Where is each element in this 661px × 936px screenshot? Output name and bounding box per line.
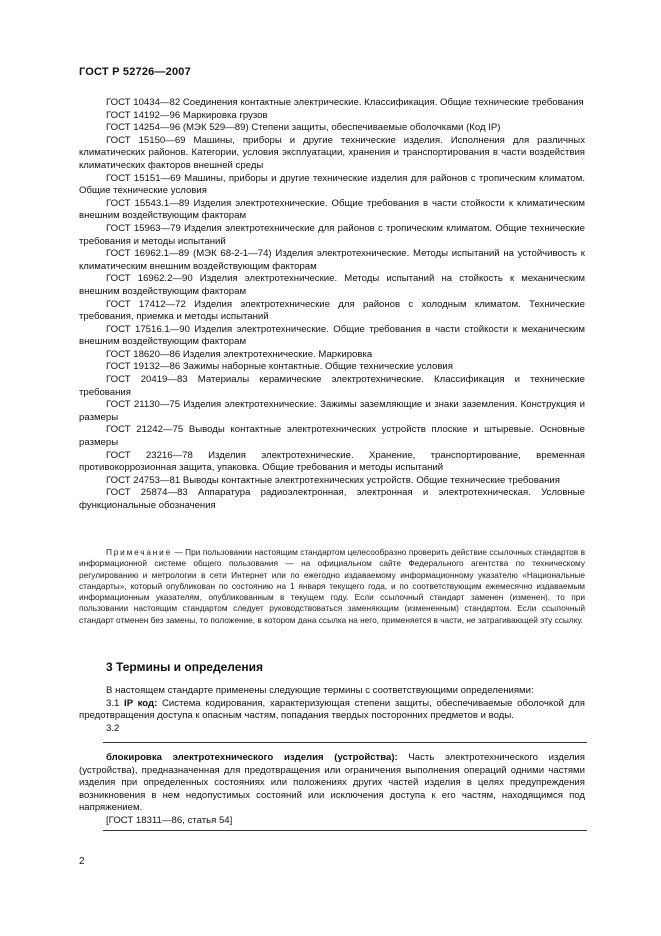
term-source: [ГОСТ 18311—86, статья 54]: [106, 814, 233, 826]
reference-item: ГОСТ 23216—78 Изделия электротехнические. Хранение, транспортирование, временная противокоррозионная защита, упаковка. Общие требования и методы испытаний: [79, 449, 585, 474]
terms-section: [79, 685, 585, 735]
term-name: IP код:: [124, 697, 158, 709]
page-number: 2: [79, 856, 85, 867]
reference-item: ГОСТ 15150—69 Машины, приборы и другие технические изделия. Исполнения для различных климатических районов. Категории, условия эксплуатации, хранения и транспортирования в части воздействия климатических факторов внешней среды: [79, 134, 585, 171]
reference-item: ГОСТ 20419—83 Материалы керамические электротехнические. Классификация и технические требования: [79, 374, 585, 398]
reference-item: ГОСТ 17412—72 Изделия электротехнические для районов с холодным климатом. Технические требования, приемка и методы испытаний: [79, 298, 585, 323]
reference-item: ГОСТ 24753—81 Выводы контактные электротехнических устройств. Общие технические требования: [106, 474, 560, 486]
note-text: — При пользовании настоящим стандартом целесообразно проверить действие ссылочных стандартов в информационной системе общего пользования — на официальном сайте Федерального агентства по техническому регулированию и метрологии в сети Интернет или по ежегодно издаваемому информационному указателю «Национальные стандарты», который опубликован по состоянию на 1 января текущего года, и по соответствующим ежемесячно издаваемым информационным указателям, опубликованным в текущем году. Если ссылочный стандарт заменен (изменен), то при пользовании настоящим стандартом следует руководствоваться заменяющим (измененным) стандартом. Если ссылочный стандарт отменен без замены, то положение, в котором дана ссылка на него, применяется в части, не затрагивающей эту ссылку.: [79, 547, 585, 625]
term-3-2-definition: [79, 752, 585, 815]
reference-item: ГОСТ 18620—86 Изделия электротехнические. Маркировка: [106, 348, 373, 360]
reference-item: ГОСТ 19132—86 Зажимы наборные контактные. Общие технические условия: [106, 361, 453, 373]
reference-item: ГОСТ 15151—69 Машины, приборы и другие технические изделия для районов с тропическим климатом. Общие технические условия: [79, 172, 585, 197]
normative-references-list: [79, 97, 585, 513]
reference-item: ГОСТ 16962.2—90 Изделия электротехнические. Методы испытаний на стойкость к механическим внешним воздействующим факторам: [79, 273, 585, 297]
reference-item: ГОСТ 15543.1—89 Изделия электротехнические. Общие требования в части стойкости к климатическим внешним воздействующим факторам: [79, 197, 585, 222]
note-block: [79, 547, 585, 626]
reference-item: ГОСТ 17516.1—90 Изделия электротехнические. Общие требования в части стойкости к механическим внешним воздействующим факторам: [79, 323, 585, 348]
terms-intro: В настоящем стандарте применены следующие термины с соответствующими определениями:: [106, 685, 534, 696]
term-3-2: [79, 752, 585, 828]
reference-item: ГОСТ 21242—75 Выводы контактные электротехнических устройств плоские и штыревые. Основные размеры: [79, 424, 585, 449]
reference-item: ГОСТ 10434—82 Соединения контактные электрические. Классификация. Общие технические требования: [106, 97, 584, 108]
note-paragraph: [79, 547, 585, 626]
document-header: ГОСТ Р 52726—2007: [79, 66, 191, 78]
term-definition: Система кодирования, характеризующая степени защиты, обеспечиваемые оболочкой для предотвращения доступа к опасным частям, попадания твердых посторонних предметов и воды.: [79, 697, 585, 722]
note-label: Примечание: [106, 547, 173, 557]
reference-item: ГОСТ 25874—83 Аппаратура радиоэлектронная, электронная и электротехническая. Условные функциональные обозначения: [79, 487, 585, 511]
term-definition: Часть электротехнического изделия (устройства), предназначенная для предотвращения или ограничения выполнения операций одними частями изделия при определенных состояниях или положениях других частей изделия в целях предупреждения возникновения в нем недопустимых состояний или исключения доступа к его частям, находящимся под напряжением.: [79, 752, 585, 814]
section-title: 3 Термины и определения: [106, 660, 264, 674]
reference-item: ГОСТ 21130—75 Изделия электротехнические. Зажимы заземляющие и знаки заземления. Конструкция и размеры: [79, 399, 585, 423]
reference-item: ГОСТ 14254—96 (МЭК 529—89) Степени защиты, обеспечиваемые оболочками (Код IP): [106, 122, 501, 134]
reference-item: ГОСТ 14192—96 Маркировка грузов: [106, 109, 268, 121]
term-3-2-number: 3.2: [106, 722, 120, 734]
reference-item: ГОСТ 16962.1—89 (МЭК 68-2-1—74) Изделия электротехнические. Методы испытаний на устойчивость к климатическим внешним воздействующим факторам: [79, 248, 585, 272]
term-name: блокировка электротехнического изделия (устройства):: [106, 752, 398, 763]
reference-item: ГОСТ 15963—79 Изделия электротехнические для районов с тропическим климатом. Общие технические требования и методы испытаний: [79, 222, 585, 247]
term-number: 3.1: [106, 697, 125, 709]
term-3-1: [79, 698, 585, 723]
